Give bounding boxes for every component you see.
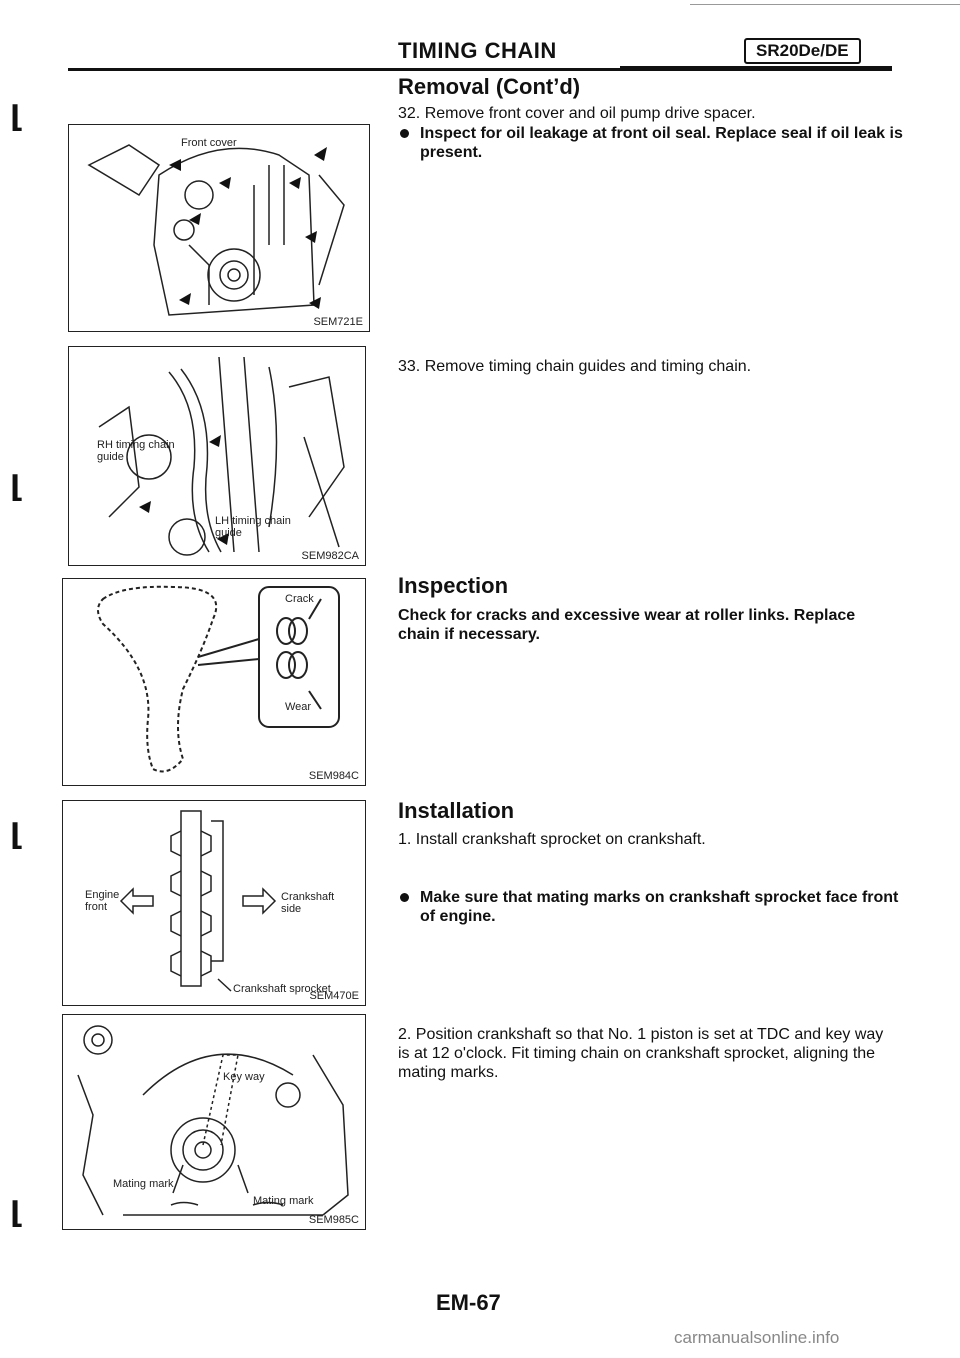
installation-heading: Installation xyxy=(398,798,515,823)
label-engine-front: Engine front xyxy=(85,889,120,913)
figure-mating-marks xyxy=(62,1014,366,1230)
figure-chain-inspection xyxy=(62,578,366,786)
top-edge-line xyxy=(690,4,960,5)
label-rh-chain-guide: RH timing chain guide xyxy=(97,439,175,463)
label-lh-chain-guide: LH timing chain guide xyxy=(215,515,291,539)
figure-code: SEM985C xyxy=(308,1214,359,1226)
install-step-2: 2. Position crankshaft so that No. 1 piston is set at TDC and key way is at 12 o'clock. Fit timing chain on crankshaft sprocket, aligning the mating marks. xyxy=(398,1026,884,1081)
figure-code: SEM984C xyxy=(308,770,359,782)
chain-inspection-drawing xyxy=(63,579,365,785)
margin-mark: ⌊ xyxy=(10,471,24,504)
step-33: 33. Remove timing chain guides and timing chain. xyxy=(398,358,752,375)
watermark: carmanualsonline.info xyxy=(674,1328,840,1347)
label-mating-mark-right: Mating mark xyxy=(253,1195,314,1207)
inspection-text: Check for cracks and excessive wear at roller links. Replace chain if necessary. xyxy=(398,607,856,643)
figure-crankshaft-sprocket xyxy=(62,800,366,1006)
label-wear: Wear xyxy=(285,701,312,713)
label-crankshaft-sprocket: Crankshaft sprocket xyxy=(233,983,331,995)
figure-code: SEM982CA xyxy=(301,550,359,562)
margin-mark: ⌊ xyxy=(10,1197,24,1230)
step-32: 32. Remove front cover and oil pump drive spacer. xyxy=(398,105,756,122)
figure-code: SEM470E xyxy=(309,990,359,1002)
front-cover-drawing xyxy=(69,125,369,331)
margin-mark: ⌊ xyxy=(10,819,24,852)
margin-mark: ⌊ xyxy=(10,101,24,134)
section-title: TIMING CHAIN xyxy=(398,38,557,63)
label-front-cover: Front cover xyxy=(181,137,237,149)
step-32-bullet: Inspect for oil leakage at front oil seal. Replace seal if oil leak is present. xyxy=(398,124,910,162)
page-subtitle: Removal (Cont’d) xyxy=(398,74,581,99)
label-crankshaft-side: Crankshaft side xyxy=(281,891,335,915)
install-step-1: 1. Install crankshaft sprocket on crankshaft. xyxy=(398,831,706,848)
label-mating-mark-left: Mating mark xyxy=(113,1178,174,1190)
install-step-1-bullet: Make sure that mating marks on crankshaft sprocket face front of engine. xyxy=(398,888,910,926)
engine-model-badge: SR20De/DE xyxy=(744,38,861,64)
mating-marks-drawing xyxy=(63,1015,365,1229)
header-rule-thick xyxy=(620,66,892,70)
page-number: EM-67 xyxy=(436,1290,501,1315)
figure-chain-guides xyxy=(68,346,366,566)
figure-code: SEM721E xyxy=(313,316,363,328)
label-key-way: Key way xyxy=(223,1071,265,1083)
figure-front-cover xyxy=(68,124,370,332)
inspection-heading: Inspection xyxy=(398,573,509,598)
label-crack: Crack xyxy=(285,593,314,605)
